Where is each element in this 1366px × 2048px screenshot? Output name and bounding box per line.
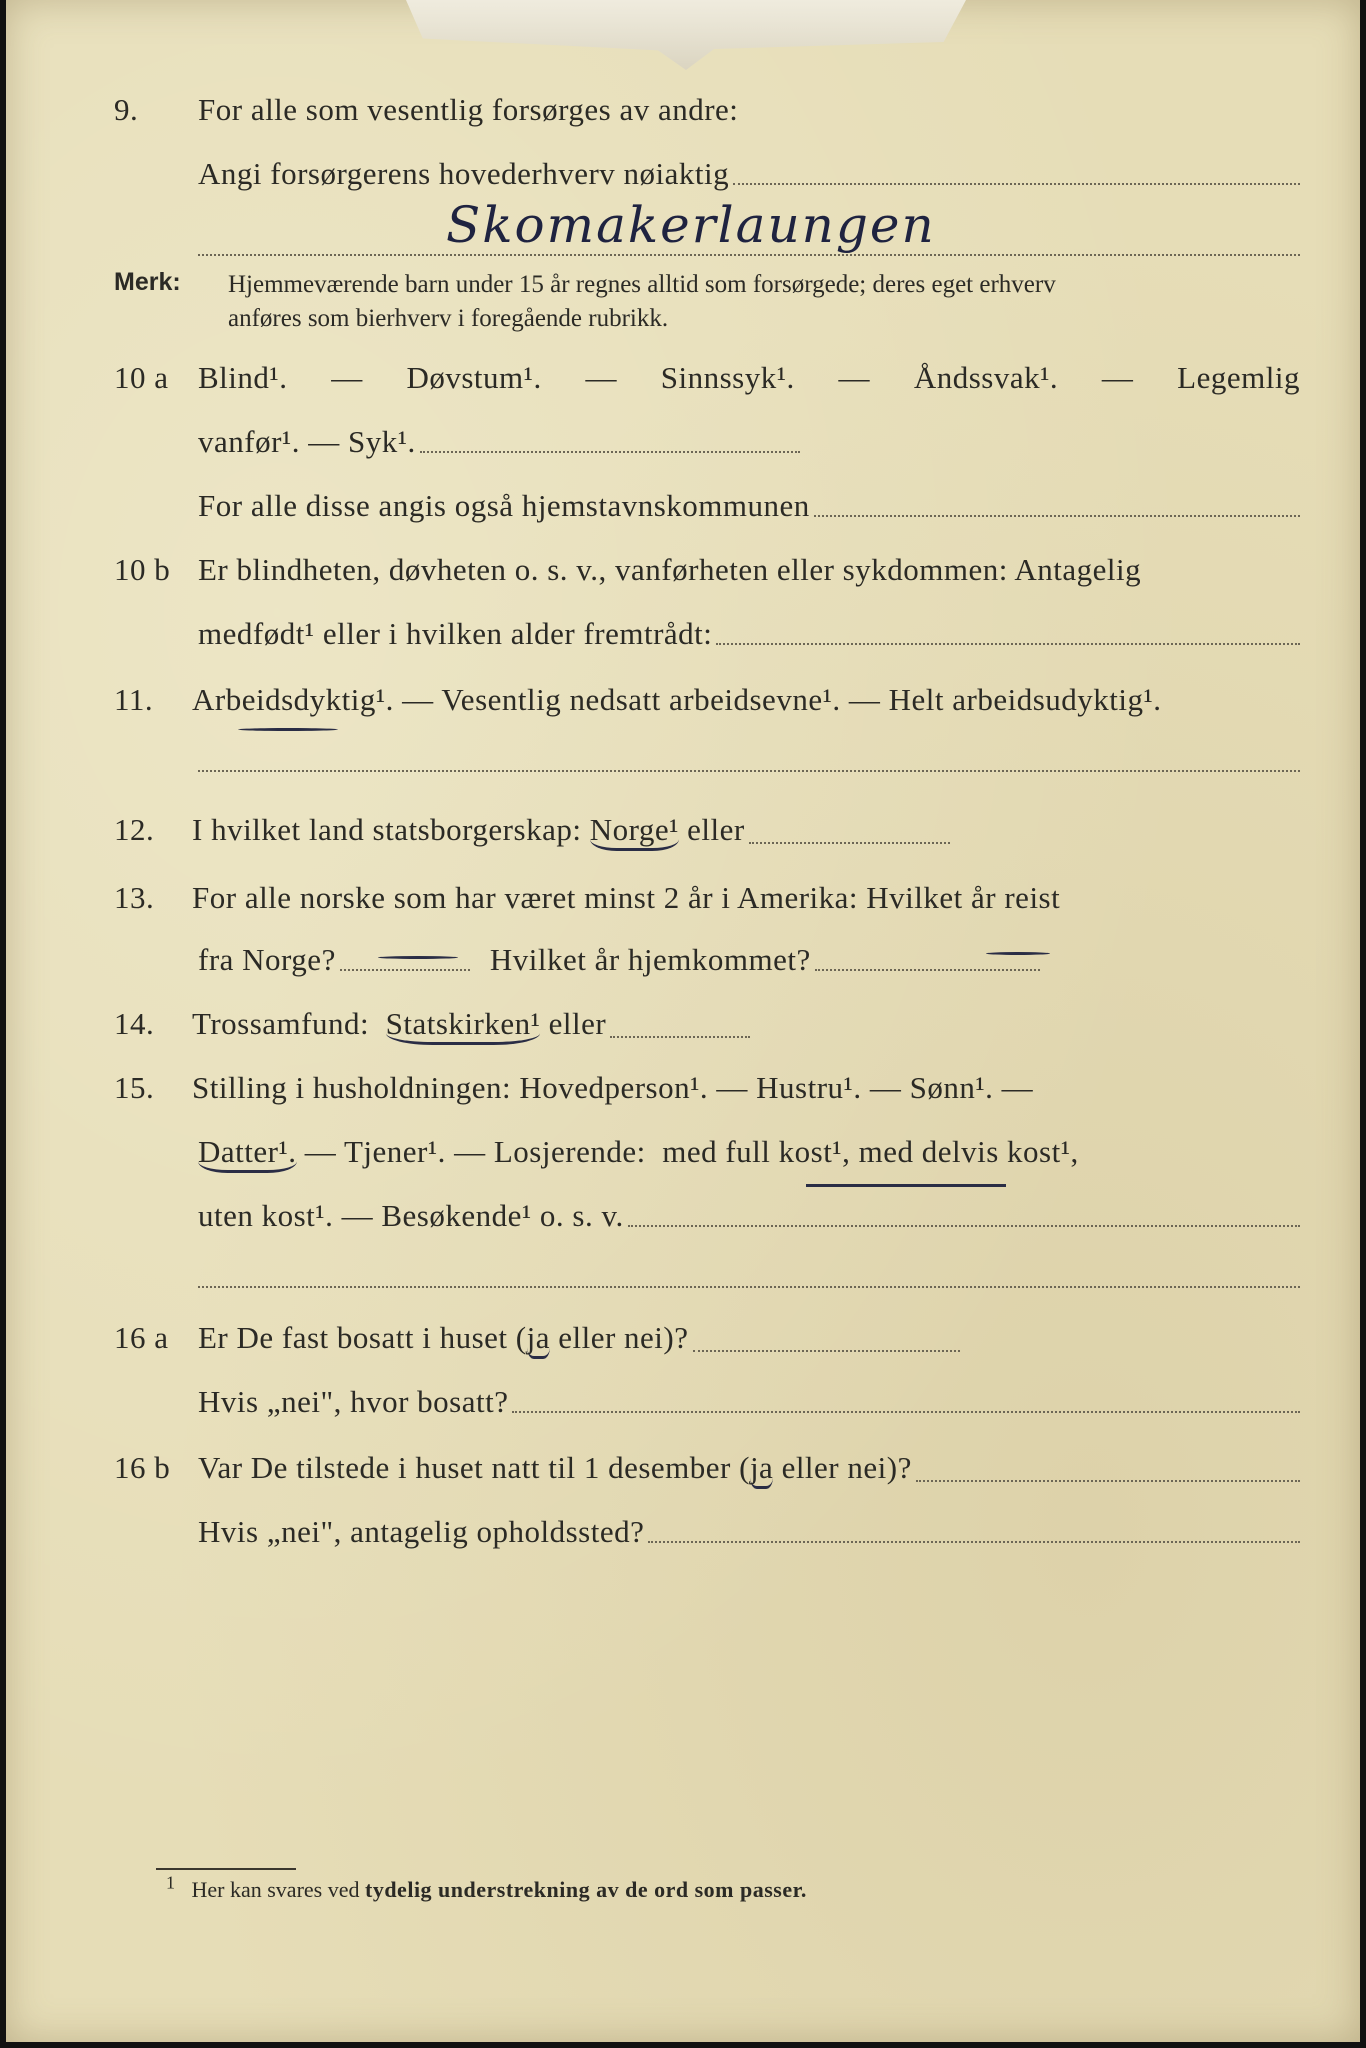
option-mentally-disabled[interactable]: Åndssvak¹. — [913, 360, 1059, 395]
handwritten-answer-occupation: Skomakerlaungen — [446, 196, 936, 254]
note-label: Merk: — [114, 268, 181, 296]
footnote-emphasis: tydelig understrekning av de ord som passer. — [365, 1877, 807, 1902]
question-text: For alle som vesentlig forsørges av andre: — [198, 92, 739, 127]
separator: — — [585, 360, 617, 395]
question-13 — [6, 880, 1360, 936]
field-label: fra Norge? — [198, 942, 336, 977]
option-insane[interactable]: Sinnssyk¹. — [660, 360, 795, 395]
question-13-line2 — [6, 942, 1360, 998]
option-daughter[interactable]: Datter¹. — [198, 1134, 297, 1173]
question-10a — [6, 360, 1360, 416]
fill-line — [628, 1224, 1300, 1227]
question-text: For alle norske som har været minst 2 år i Amerika: Hvilket år reist — [192, 880, 1061, 915]
question-10b-line2 — [6, 616, 1360, 672]
question-number: 14. — [114, 1006, 155, 1041]
question-16a — [6, 1320, 1360, 1376]
work-capacity-options[interactable]: Arbeidsdyktig¹. — Vesentlig nedsatt arbeidsevne¹. — Helt arbeidsudyktig¹. — [192, 682, 1162, 717]
question-number: 15. — [114, 1070, 155, 1105]
question-15-line3 — [6, 1198, 1360, 1254]
question-number: 10 a — [114, 360, 169, 395]
field-label: Var De tilstede i huset natt til 1 desember ( — [198, 1450, 750, 1485]
option-yes[interactable]: ja — [750, 1450, 773, 1489]
disability-field[interactable] — [198, 424, 800, 460]
field-label: Trossamfund: — [192, 1006, 370, 1041]
census-form-page — [6, 0, 1360, 2042]
answer-line — [198, 1286, 1300, 1288]
option-blind[interactable]: Blind¹. — [198, 360, 288, 395]
fill-line — [733, 182, 1300, 185]
separator: — — [838, 360, 871, 395]
emigration-years-field[interactable] — [198, 942, 1040, 978]
question-number: 11. — [114, 682, 154, 717]
fill-line — [420, 450, 800, 453]
household-position-field[interactable] — [198, 1198, 1300, 1234]
residence-location-field[interactable] — [198, 1384, 1300, 1420]
option-physically[interactable]: Legemlig — [1177, 360, 1300, 395]
field-label: Hvis „nei", antagelig opholdssted? — [198, 1514, 645, 1549]
option-deaf-mute[interactable]: Døvstum¹. — [406, 360, 542, 395]
question-number: 13. — [114, 880, 155, 915]
fill-line — [815, 968, 1040, 971]
question-number: 16 a — [114, 1320, 169, 1355]
handwritten-strike — [806, 1184, 1006, 1187]
question-9 — [6, 92, 1360, 148]
fill-line — [610, 1035, 750, 1038]
note-text-line1: Hjemmeværende barn under 15 år regnes alltid som forsørgede; deres eget erhverv — [228, 271, 1056, 298]
field-label: eller nei)? — [558, 1320, 689, 1355]
fill-line — [648, 1540, 1300, 1543]
lodger-options[interactable]: med full kost¹, med delvis kost¹, — [662, 1134, 1079, 1169]
disability-options — [198, 360, 1300, 396]
question-14 — [6, 1006, 1360, 1062]
question-number: 10 b — [114, 552, 171, 587]
probable-location-field[interactable] — [198, 1514, 1300, 1550]
question-10a-line2 — [6, 424, 1360, 480]
option-yes[interactable]: ja — [527, 1320, 550, 1359]
field-label: Angi forsørgerens hovederhverv nøiaktig — [198, 156, 730, 191]
note-text-line2: anføres som bierhverv i foregående rubrikk. — [228, 305, 669, 332]
permanent-residence-field[interactable] — [198, 1320, 960, 1359]
fill-line — [814, 514, 1300, 517]
question-number: 9. — [114, 92, 139, 127]
fill-line — [716, 642, 1300, 645]
question-16b — [6, 1450, 1360, 1506]
home-municipality-field[interactable] — [198, 488, 1300, 524]
religion-field[interactable] — [192, 1006, 750, 1045]
fill-line — [749, 841, 950, 844]
onset-age-field[interactable] — [198, 616, 1300, 652]
fill-line — [693, 1349, 961, 1352]
footnote-text: Her kan svares ved — [191, 1877, 360, 1902]
field-label: I hvilket land statsborgerskap: — [192, 812, 582, 847]
footnote-mark: 1 — [166, 1872, 175, 1893]
handwritten-dash — [378, 956, 458, 959]
field-label: eller — [687, 812, 745, 847]
question-16b-line2 — [6, 1514, 1360, 1570]
options-text: — Tjener¹. — Losjerende: — [304, 1134, 646, 1169]
tape-strip — [406, 0, 966, 70]
question-number: 16 b — [114, 1450, 171, 1485]
footnote — [166, 1872, 807, 1903]
household-position-options[interactable]: Stilling i husholdningen: Hovedperson¹. — Hustru¹. — Sønn¹. — — [192, 1070, 1034, 1105]
provider-occupation-field[interactable] — [198, 156, 1300, 192]
answer-line — [198, 770, 1300, 772]
question-15 — [6, 1070, 1360, 1126]
footnote-rule — [156, 1868, 296, 1870]
citizenship-field[interactable] — [192, 812, 950, 851]
field-label: eller — [548, 1006, 607, 1041]
option-state-church[interactable]: Statskirken¹ — [386, 1006, 541, 1045]
household-position-options-2 — [198, 1134, 1300, 1173]
question-number: 12. — [114, 812, 155, 847]
field-label: uten kost¹. — Besøkende¹ o. s. v. — [198, 1198, 624, 1233]
fill-line — [340, 968, 470, 971]
separator: — — [331, 360, 363, 395]
field-label: eller nei)? — [781, 1450, 912, 1485]
field-label: For alle disse angis også hjemstavnskommunen — [198, 488, 810, 523]
present-in-house-field[interactable] — [198, 1450, 1300, 1489]
note-text — [228, 268, 1328, 336]
question-16a-line2 — [6, 1384, 1360, 1440]
fill-line — [512, 1410, 1300, 1413]
question-15-line2 — [6, 1134, 1360, 1190]
question-10a-line3 — [6, 488, 1360, 544]
question-11 — [6, 682, 1360, 738]
option-norway[interactable]: Norge¹ — [590, 812, 679, 851]
field-label: Hvis „nei", hvor bosatt? — [198, 1384, 509, 1419]
field-label: medfødt¹ eller i hvilken alder fremtrådt: — [198, 616, 713, 651]
separator: — — [1101, 360, 1134, 395]
handwritten-dash — [986, 952, 1050, 955]
handwritten-underline — [238, 728, 338, 731]
answer-line — [198, 254, 1300, 256]
fill-line — [916, 1479, 1300, 1482]
question-12 — [6, 812, 1360, 868]
question-text: Er blindheten, døvheten o. s. v., vanførheten eller sykdommen: Antagelig — [198, 552, 1142, 587]
field-label: Hvilket år hjemkommet? — [489, 942, 811, 977]
field-label: vanfør¹. — Syk¹. — [198, 424, 416, 459]
field-label: Er De fast bosatt i huset ( — [198, 1320, 527, 1355]
question-10b — [6, 552, 1360, 608]
